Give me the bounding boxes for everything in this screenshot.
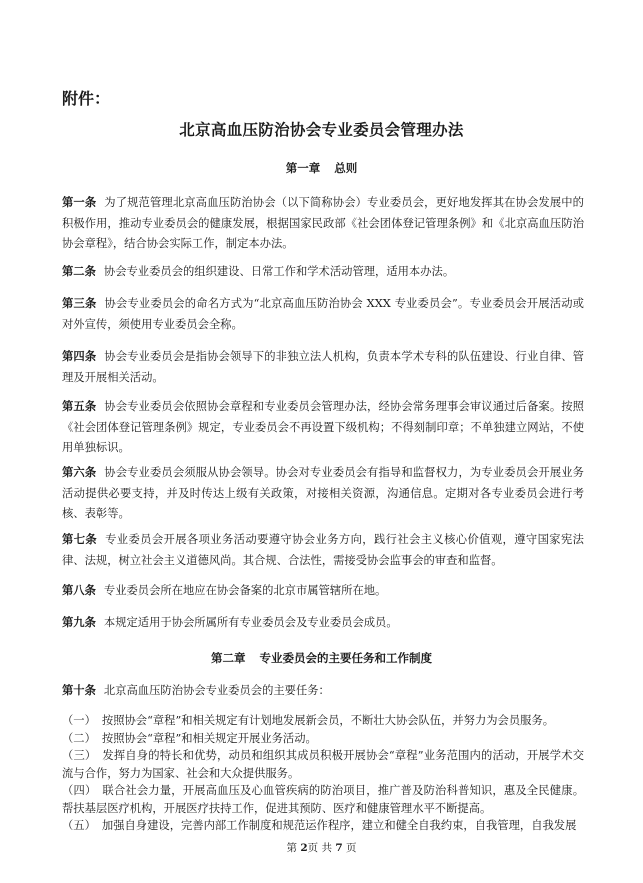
chapter-heading-2: [0, 650, 643, 666]
article-text: 北京高血压防治协会专业委员会的主要任务：: [103, 684, 330, 697]
article-1: [62, 192, 584, 255]
task-item: [62, 730, 584, 748]
footer-prefix: 第: [286, 842, 297, 854]
article-text: 专业委员会开展各项业务活动要遵守协会业务方向，践行社会主义核心价值观，遵守国家宪法律、法规，树立社会主义道德风尚。其合规、合法性，需接受协会监事会的审查和监督。: [62, 533, 584, 567]
article-text: 协会专业委员会的命名方式为“北京高血压防治协会 XXX 专业委员会”。专业委员会开展活动或对外宣传，须使用专业委员会全称。: [62, 297, 584, 331]
article-7: [62, 529, 584, 571]
article-text: 协会专业委员会须服从协会领导。协会对专业委员会有指导和监督权力，为专业委员会开展业务活动提供必要支持，并及时传达上级有关政策，对接相关资源，沟通信息。定期对各专业委员会进行考核、表彰等。: [62, 466, 584, 520]
task-item: [62, 817, 584, 835]
article-5: [62, 396, 584, 459]
task-list: [62, 712, 584, 835]
task-text: 按照协会“章程”和相关规定开展业务活动。: [101, 731, 317, 745]
article-label: 第七条: [62, 532, 98, 546]
article-9: [62, 612, 584, 634]
task-item: [62, 712, 584, 730]
task-number: （二）: [62, 731, 96, 745]
article-label: 第二条: [62, 264, 96, 278]
attachment-label: 附件：: [62, 89, 111, 108]
article-2: [62, 261, 584, 283]
task-item: [62, 782, 584, 817]
article-text: 协会专业委员会是指协会领导下的非独立法人机构，负责本学术专科的队伍建设、行业自律、管理及开展相关活动。: [62, 350, 584, 384]
task-text: 联合社会力量，开展高血压及心血管疾病的防治项目，推广普及防治科普知识，惠及全民健康。帮扶基层医疗机构，开展医疗扶持工作，促进其预防、医疗和健康管理水平不断提高。: [62, 784, 584, 815]
article-text: 协会专业委员会的组织建设、日常工作和学术活动管理，适用本办法。: [103, 265, 455, 278]
task-number: （三）: [62, 749, 97, 762]
task-number: （一）: [62, 714, 96, 727]
article-6: [62, 462, 584, 525]
article-label: 第四条: [62, 349, 97, 363]
article-label: 第十条: [62, 683, 96, 697]
chapter-number: 第一章: [285, 161, 321, 175]
article-label: 第九条: [62, 615, 96, 629]
article-label: 第一条: [62, 195, 97, 209]
task-number: （四）: [62, 784, 97, 797]
article-label: 第三条: [62, 296, 97, 310]
task-text: 加强自身建设，完善内部工作制度和规范运作程序，建立和健全自我约束，自我管理，自我发展: [101, 819, 577, 832]
task-text: 按照协会“章程”和相关规定有计划地发展新会员，不断壮大协会队伍，并努力为会员服务。: [101, 714, 555, 727]
footer-middle: 页 共: [307, 842, 332, 854]
current-page-number: 2: [300, 842, 308, 854]
chapter-name: 总则: [334, 161, 358, 175]
chapter-name: 专业委员会的主要任务和工作制度: [259, 651, 432, 665]
article-text: 本规定适用于协会所属所有专业委员会及专业委员会成员。: [103, 616, 398, 629]
task-item: [62, 747, 584, 782]
article-3: [62, 293, 584, 335]
article-4: [62, 346, 584, 388]
page-footer: [0, 840, 643, 855]
task-text: 发挥自身的特长和优势，动员和组织其成员积极开展协会“章程”业务范围内的活动，开展学术交流与合作，努力为国家、社会和大众提供服务。: [62, 749, 584, 780]
article-text: 专业委员会所在地应在协会备案的北京市属管辖所在地。: [103, 584, 387, 597]
article-text: 为了规范管理北京高血压防治协会（以下简称协会）专业委员会，更好地发挥其在协会发展中的积极作用，推动专业委员会的健康发展，根据国家民政部《社会团体登记管理条例》和《北京高血压防治协会章程》，结合协会实际工作，制定本办法。: [62, 196, 584, 250]
article-text: 协会专业委员会依照协会章程和专业委员会管理办法，经协会常务理事会审议通过后备案。按照《社会团体登记管理条例》规定，专业委员会不再设置下级机构；不得刻制印章；不单独建立网站，不使用单独标识。: [62, 400, 584, 454]
chapter-number: 第二章: [211, 651, 246, 665]
article-10: [62, 680, 584, 702]
task-number: （五）: [62, 819, 96, 832]
footer-suffix: 页: [346, 842, 357, 854]
chapter-heading-1: [0, 160, 643, 176]
article-8: [62, 580, 584, 602]
document-title: 北京高血压防治协会专业委员会管理办法: [179, 120, 464, 139]
article-label: 第六条: [62, 465, 97, 479]
total-page-number: 7: [335, 842, 343, 854]
article-label: 第五条: [62, 399, 97, 413]
article-label: 第八条: [62, 583, 96, 597]
